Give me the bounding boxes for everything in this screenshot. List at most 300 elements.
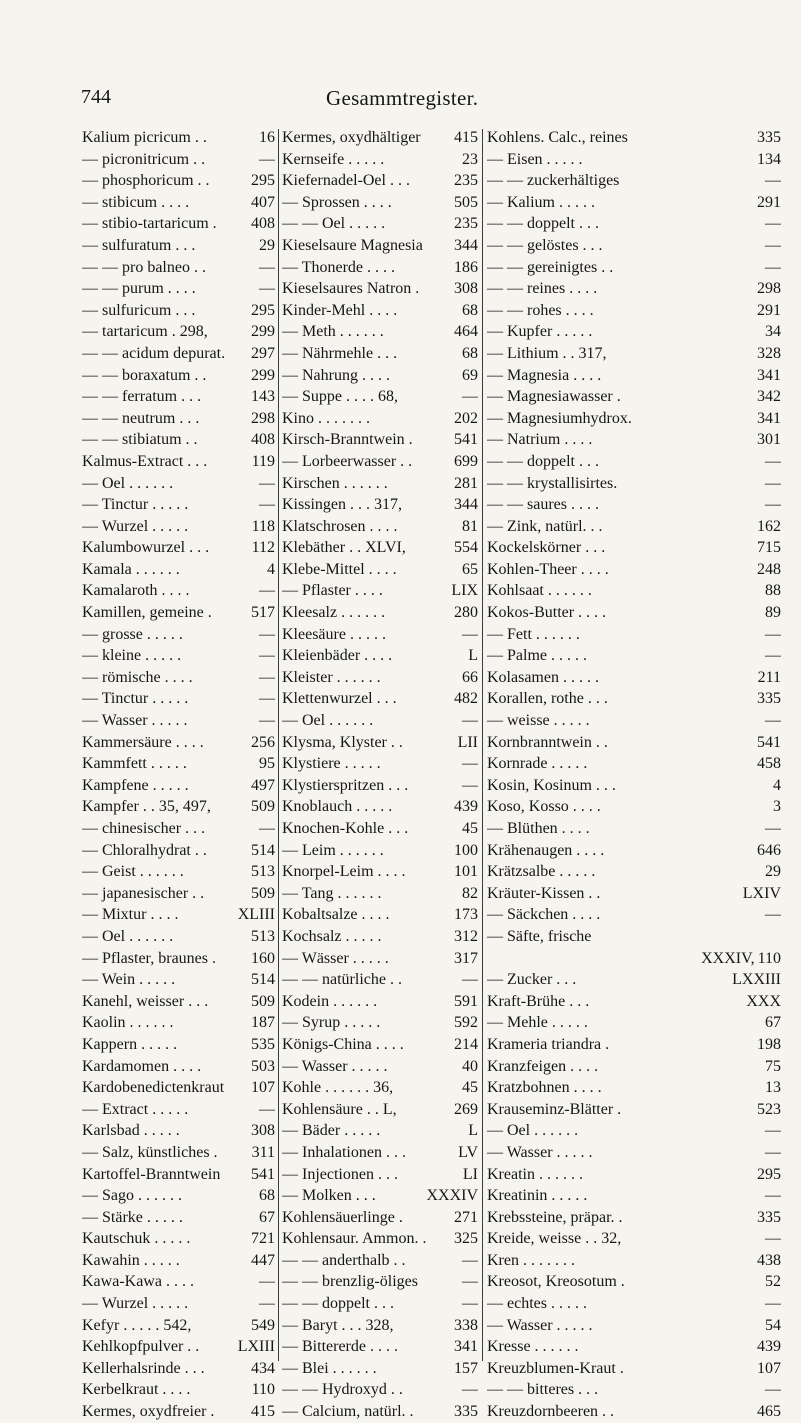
entry-page: 211 [757,668,781,686]
entry-term: — sulfuratum . . . [82,236,196,254]
entry-term: — Pflaster . . . . [282,582,383,600]
entry-term: — — ferratum . . . [82,388,202,406]
index-entry [82,1358,275,1380]
index-entry [487,451,781,473]
entry-term: Karlsbad . . . . . [82,1122,180,1140]
entry-term: — Magnesia . . . . [487,366,602,384]
entry-term: Kissingen . . . 317, [282,496,402,514]
entry-term: Kräuter-Kissen . . [487,884,601,902]
entry-term: — — Hydroxyd . . [282,1381,403,1399]
entry-term: — Säckchen . . . . [487,906,601,924]
index-entry [487,127,781,149]
index-entry [82,170,275,192]
entry-term: Knoblauch . . . . . [282,798,393,816]
entry-page: 107 [251,1079,275,1097]
entry-term: Kieselsaures Natron . [282,280,420,298]
index-entry [82,559,275,581]
entry-term: Kohlens. Calc., reines [487,129,628,146]
entry-page: LII [457,733,478,751]
entry-term: Kodein . . . . . . [282,992,378,1010]
index-entry [82,948,275,970]
entry-page: 541 [757,733,781,751]
index-entry [282,127,478,149]
entry-term: Kino . . . . . . . [282,409,370,427]
entry-page: 89 [765,604,781,622]
entry-page: 157 [454,1359,478,1377]
entry-page: — [462,1251,478,1269]
entry-page: 505 [454,193,478,211]
entry-term: Kampfene . . . . . [82,776,189,794]
entry-page: 214 [454,1035,478,1053]
entry-term: — — saures . . . . [487,496,599,514]
entry-term: — Nährmehle . . . [282,344,398,362]
entry-term: — weisse . . . . . [487,712,590,730]
entry-page: 335 [757,1208,781,1226]
index-entry [487,1293,781,1315]
entry-page: — [259,258,275,276]
entry-term: — Chloralhydrat . . [82,841,207,859]
entry-page: 541 [454,431,478,449]
entry-term: — tartaricum . 298, [82,323,208,341]
index-entry [487,991,781,1013]
entry-page: 447 [251,1251,275,1269]
entry-page: — [259,1295,275,1313]
entry-term: Kohlensäure . . L, [282,1100,397,1118]
index-entry [487,1012,781,1034]
entry-term: Kinder-Mehl . . . . [282,301,398,319]
index-entry [82,1401,275,1423]
index-entry [487,775,781,797]
entry-page: 299 [251,366,275,384]
entry-page: XXX [746,992,781,1010]
index-entry [487,1164,781,1186]
entry-page: — [765,1143,781,1161]
entry-page: 342 [757,388,781,406]
index-entry [487,1228,781,1250]
entry-term: — Wasser . . . . . [487,1316,593,1334]
entry-term: — Bittererde . . . . [282,1338,398,1356]
entry-page: — [765,172,781,190]
entry-term: — kleine . . . . . [82,647,182,665]
index-entry [82,1012,275,1034]
index-entry [487,1034,781,1056]
entry-term: Kieselsaure Magnesia [282,236,423,254]
entry-page: 143 [251,388,275,406]
entry-page: LIX [451,582,478,600]
entry-term: Kreatinin . . . . . [487,1187,588,1205]
entry-term: — Oel . . . . . . [82,474,174,492]
entry-term: Krebssteine, präpar. . [487,1208,623,1226]
entry-page: — [765,906,781,924]
entry-page: 482 [454,690,478,708]
index-entry [282,149,478,171]
index-entry [487,213,781,235]
entry-page: 235 [454,172,478,190]
entry-page: 699 [454,452,478,470]
running-title: Gesammtregister. [326,86,479,110]
entry-page: 45 [462,820,478,837]
entry-term: — Calcium, natürl. . [282,1403,414,1421]
entry-page: 65 [462,560,478,578]
entry-page: 335 [454,1403,478,1421]
index-entry [487,688,781,710]
entry-term: Kreuzblumen-Kraut . [487,1359,624,1377]
index-entry [487,753,781,775]
index-entry [487,516,781,538]
index-entry [487,948,781,970]
entry-term: — picronitricum . . [82,150,206,168]
index-entry [82,1185,275,1207]
index-entry [282,688,478,710]
entry-page: 458 [757,755,781,773]
index-entry [282,537,478,559]
entry-page: 308 [454,280,478,298]
entry-page: — [765,474,781,492]
index-entry [282,473,478,495]
index-entry [487,1099,781,1121]
index-entry [282,1120,478,1142]
entry-term: Knochen-Kohle . . . [282,820,409,837]
index-entry [282,235,478,257]
entry-term: Klebäther . . XLVI, [282,539,406,557]
entry-page: 186 [454,258,478,276]
entry-page: — [462,625,478,643]
entry-term: Kautschuk . . . . . [82,1230,191,1248]
entry-page: — [765,1295,781,1313]
entry-term: — — doppelt . . . [487,452,599,470]
entry-term: Kamala . . . . . . [82,560,180,578]
index-entry [487,429,781,451]
entry-page: 317 [454,949,478,967]
entry-page: 541 [251,1165,275,1183]
index-entry [282,1207,478,1229]
index-entry [282,948,478,970]
index-entry [82,1099,275,1121]
entry-term: Kren . . . . . . . [487,1251,575,1269]
entry-term: — Nahrung . . . . [282,366,390,384]
entry-page: 4 [773,776,781,794]
entry-page: 509 [251,992,275,1010]
entry-page: — [259,280,275,298]
entry-page: 434 [251,1359,275,1377]
entry-term: Kohlensäuerlinge . [282,1208,403,1226]
entry-term: — Syrup . . . . . [282,1014,381,1032]
entry-page: 235 [454,215,478,233]
entry-term: — Wurzel . . . . . [82,517,189,535]
index-entry [282,1012,478,1034]
index-entry [282,732,478,754]
entry-page: — [765,1381,781,1399]
entry-page: 408 [251,431,275,449]
entry-term: Kosin, Kosinum . . . [487,776,616,794]
index-column-1 [82,127,275,1423]
index-entry [82,343,275,365]
entry-term: — Kupfer . . . . . [487,323,593,341]
index-entry [82,192,275,214]
entry-page: 439 [454,798,478,816]
column-divider [482,129,483,1361]
entry-term: — Tinctur . . . . . [82,690,189,708]
entry-page [778,926,781,948]
index-entry [82,1336,275,1358]
entry-term: Klettenwurzel . . . [282,690,397,708]
entry-term: — — neutrum . . . [82,409,200,427]
entry-page: 16 [259,129,275,146]
index-entry [487,1142,781,1164]
entry-term: — Magnesiumhydrox. [487,409,632,427]
index-entry [82,991,275,1013]
entry-term: Kermes, oxydhältiger [282,129,421,146]
entry-term: Kalumbowurzel . . . [82,539,210,557]
entry-term: — — purum . . . . [82,280,196,298]
entry-term: Kleister . . . . . . [282,668,381,686]
entry-term: — Mehle . . . . . [487,1014,588,1032]
entry-page: LXXIII [732,971,781,989]
entry-term: Kamalaroth . . . . [82,582,190,600]
entry-page: 721 [251,1230,275,1248]
entry-page: 295 [251,301,275,319]
index-entry [82,1142,275,1164]
entry-page: — [765,215,781,233]
entry-page: — [259,820,275,837]
column-divider [278,129,279,1361]
entry-term: — Natrium . . . . [487,431,593,449]
index-entry [487,494,781,516]
entry-term: — Mixtur . . . . [82,906,179,924]
index-entry [82,1315,275,1337]
entry-page: 160 [251,949,275,967]
index-entry [487,235,781,257]
entry-term: Koso, Kosso . . . . [487,798,601,816]
entry-page: 69 [462,366,478,384]
index-entry [487,321,781,343]
entry-page: 514 [251,841,275,859]
entry-page: 407 [251,193,275,211]
entry-page: L [468,647,478,665]
entry-term: — echtes . . . . . [487,1295,587,1313]
index-entry [282,1077,478,1099]
entry-page: 591 [454,992,478,1010]
entry-term: Kornrade . . . . . [487,755,588,773]
entry-page: 66 [462,668,478,686]
entry-page: 81 [462,517,478,535]
entry-page: — [462,1295,478,1313]
index-entry [82,753,275,775]
entry-page: 95 [259,755,275,773]
entry-term: — Tinctur . . . . . [82,496,189,514]
entry-page: — [259,690,275,708]
index-entry [82,408,275,430]
index-entry [82,257,275,279]
entry-page: 341 [454,1338,478,1356]
entry-page: — [462,1273,478,1291]
index-entry [82,602,275,624]
entry-term: Kirschen . . . . . . [282,474,388,492]
entry-page: — [259,647,275,665]
entry-term: Kardamomen . . . . [82,1057,202,1075]
entry-term: Kohlensaur. Ammon. . [282,1230,427,1248]
index-entry [282,192,478,214]
entry-page: — [765,1122,781,1140]
entry-term: — Meth . . . . . . [282,323,384,341]
index-entry [282,861,478,883]
entry-term: — Wurzel . . . . . [82,1295,189,1313]
index-entry [282,1336,478,1358]
entry-term: — Blei . . . . . . [282,1359,377,1377]
entry-term: — Blüthen . . . . [487,820,590,837]
entry-term: Korallen, rothe . . . [487,690,608,708]
entry-page: — [259,625,275,643]
entry-page: 464 [454,323,478,341]
entry-term: Krauseminz-Blätter . [487,1100,622,1118]
index-entry [82,667,275,689]
index-entry [82,1056,275,1078]
index-entry [82,861,275,883]
entry-page: — [462,971,478,989]
index-entry [487,343,781,365]
index-entry [487,300,781,322]
entry-page: 592 [454,1014,478,1032]
entry-term: — Geist . . . . . . [82,863,184,881]
index-entry [282,840,478,862]
entry-page: — [259,1273,275,1291]
entry-term: Kawahin . . . . . [82,1251,180,1269]
entry-page: 408 [251,215,275,233]
entry-page: 344 [454,496,478,514]
index-entry [282,753,478,775]
entry-page: 325 [454,1230,478,1248]
index-entry [282,883,478,905]
entry-page: 298 [251,409,275,427]
entry-page: 134 [757,150,781,168]
index-entry [487,1315,781,1337]
index-entry [82,1034,275,1056]
entry-page: 82 [462,884,478,902]
index-entry [487,473,781,495]
entry-term: Klatschrosen . . . . [282,517,398,535]
entry-term: — Stärke . . . . . [82,1208,183,1226]
entry-page: 295 [251,172,275,190]
index-entry [487,710,781,732]
entry-term: Kammfett . . . . . [82,755,187,773]
entry-page: 439 [757,1338,781,1356]
entry-page: 535 [251,1035,275,1053]
entry-page: 295 [757,1165,781,1183]
entry-term: Kohle . . . . . . 36, [282,1079,394,1097]
entry-page: LI [462,1165,478,1183]
entry-page: 301 [757,431,781,449]
entry-page: 248 [757,560,781,578]
entry-term: Königs-China . . . . [282,1035,404,1053]
entry-page: 45 [462,1079,478,1097]
entry-term: — — anderthalb . . [282,1251,406,1269]
index-entry [282,1379,478,1401]
entry-term: — stibicum . . . . [82,193,190,211]
entry-term: Kochsalz . . . . . [282,927,382,945]
entry-term: — Lorbeerwasser . . [282,452,413,470]
entry-page: L [468,1122,478,1140]
entry-term: Kalium picricum . . [82,129,207,146]
entry-term: — — natürliche . . [282,971,402,989]
entry-page: 513 [251,927,275,945]
index-entry [487,192,781,214]
index-entry [282,213,478,235]
entry-term: Klystierspritzen . . . [282,776,409,794]
entry-term: Kalmus-Extract . . . [82,452,208,470]
entry-term: — Injectionen . . . [282,1165,398,1183]
index-entry [487,796,781,818]
entry-page: 13 [765,1079,781,1097]
entry-term: — — bitteres . . . [487,1381,599,1399]
index-column-3 [487,127,781,1423]
entry-page: — [462,712,478,730]
entry-page: — [259,1100,275,1118]
entry-term: Kreatin . . . . . . [487,1165,583,1183]
entry-term: — — gelöstes . . . [487,236,603,254]
entry-page: 715 [757,539,781,557]
index-entry [282,1271,478,1293]
index-entry [82,365,275,387]
index-entry [487,580,781,602]
index-entry [82,775,275,797]
index-entry [82,386,275,408]
entry-term: — Wasser . . . . . [282,1057,388,1075]
entry-term: — Oel . . . . . . [282,712,374,730]
entry-page: 110 [757,949,781,967]
index-entry [282,1099,478,1121]
entry-page: 110 [251,1381,275,1399]
index-entry [82,451,275,473]
entry-page: 281 [454,474,478,492]
index-entry [82,688,275,710]
entry-term: — — reines . . . . [487,280,598,298]
entry-page: 40 [462,1057,478,1075]
entry-term: Kreosot, Kreosotum . [487,1273,625,1291]
entry-page: 509 [251,798,275,816]
index-entry [487,170,781,192]
index-entry [487,818,781,840]
entry-term: Krameria triandra . [487,1035,610,1053]
entry-term: Kraft-Brühe . . . [487,992,590,1010]
index-entry [282,580,478,602]
entry-term: — römische . . . . [82,668,193,686]
entry-page: 101 [454,863,478,881]
entry-page: 3 [773,798,781,816]
index-entry [82,645,275,667]
entry-page: 271 [454,1208,478,1226]
entry-term: Kirsch-Branntwein . [282,431,413,449]
entry-page: 549 [251,1316,275,1334]
entry-page: 29 [259,236,275,254]
entry-term: — — doppelt . . . [487,215,599,233]
index-entry [82,1271,275,1293]
index-entry [282,386,478,408]
entry-term: — stibio-tartaricum . [82,215,217,233]
index-entry [487,1401,781,1423]
index-entry [82,300,275,322]
entry-term: Kanehl, weisser . . . [82,992,209,1010]
entry-term: — Wasser . . . . . [82,712,188,730]
entry-page: 54 [765,1316,781,1334]
index-entry [487,1185,781,1207]
index-entry [282,710,478,732]
index-entry [487,1336,781,1358]
index-entry [82,1250,275,1272]
entry-term: — Tang . . . . . . [282,884,382,902]
entry-term: — phosphoricum . . [82,172,210,190]
index-entry [282,1164,478,1186]
entry-term: — Oel . . . . . . [82,927,174,945]
